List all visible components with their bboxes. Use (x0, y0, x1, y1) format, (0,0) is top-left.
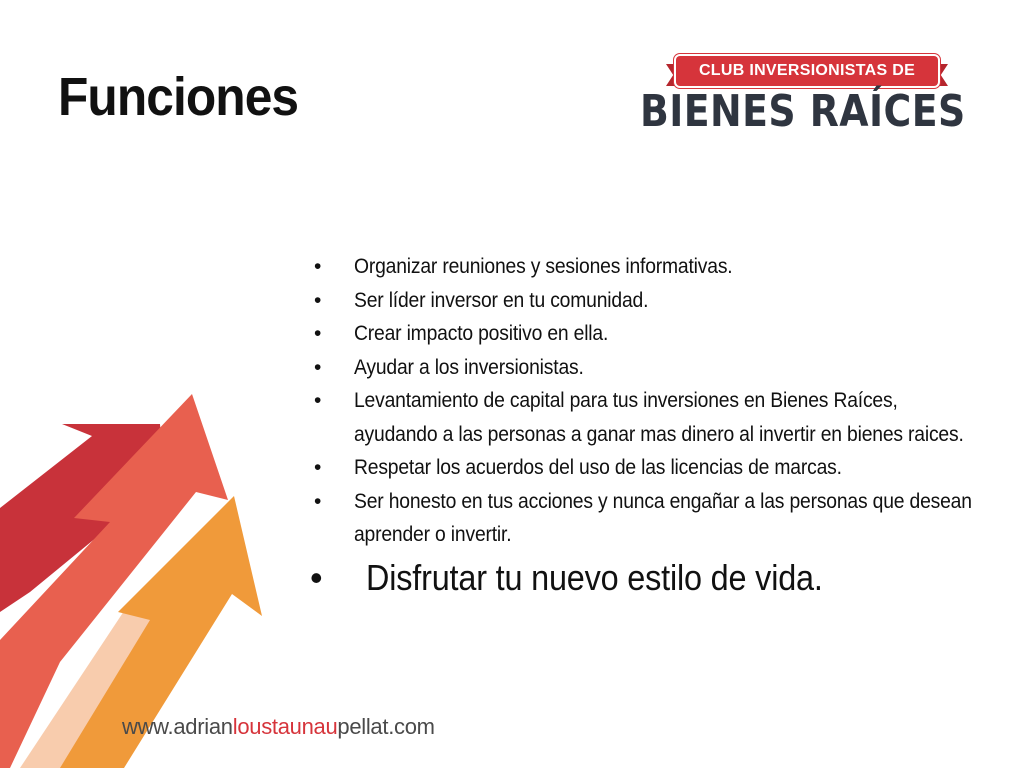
url-suffix: .com (388, 714, 435, 739)
bullet-marker: • (314, 322, 322, 345)
bullet-marker: • (314, 456, 322, 479)
list-item-text: Crear impacto positivo en ella. (354, 322, 609, 345)
url-name-c: pellat (337, 714, 389, 739)
decorative-arrows (0, 380, 300, 768)
logo-ribbon (676, 56, 938, 86)
footer-website-url (122, 714, 435, 740)
highlight-list-item-text: Disfrutar tu nuevo estilo de vida. (366, 556, 823, 598)
list-item (308, 485, 988, 552)
list-item (308, 250, 988, 284)
list-item (308, 351, 988, 385)
list-item-text: Ayudar a los inversionistas. (354, 355, 584, 379)
bullet-marker: • (310, 556, 323, 598)
bullet-marker: • (314, 288, 322, 312)
url-name-b: loustaunau (232, 714, 338, 739)
url-name-a: adrian (173, 714, 233, 739)
list-item (308, 384, 988, 451)
list-item-text: Respetar los acuerdos del uso de las licencias de marcas. (354, 456, 842, 479)
list-item (308, 284, 988, 318)
list-item-text: Organizar reuniones y sesiones informativas. (354, 255, 733, 278)
list-item-text: Levantamiento de capital para tus inversiones en Bienes Raíces, ayudando a las personas a ganar mas dinero al invertir en bienes raices. (354, 389, 964, 446)
logo-main-text: BIENES RAÍCES (640, 86, 966, 137)
highlight-list-item (308, 556, 988, 600)
club-logo (636, 52, 986, 138)
list-item-text: Ser honesto en tus acciones y nunca engañar a las personas que desean aprender o invertir. (354, 489, 972, 546)
logo-ribbon-text: CLUB INVERSIONISTAS DE (698, 62, 916, 79)
functions-bullet-list (308, 250, 988, 600)
list-item-text: Ser líder inversor en tu comunidad. (354, 288, 649, 312)
list-item (308, 451, 988, 485)
bullet-marker: • (314, 255, 322, 278)
bullet-marker: • (314, 489, 322, 513)
url-prefix: www. (122, 714, 174, 739)
bullet-marker: • (314, 389, 322, 412)
bullet-marker: • (314, 355, 322, 379)
list-item (308, 317, 988, 351)
slide-title: Funciones (58, 67, 299, 127)
